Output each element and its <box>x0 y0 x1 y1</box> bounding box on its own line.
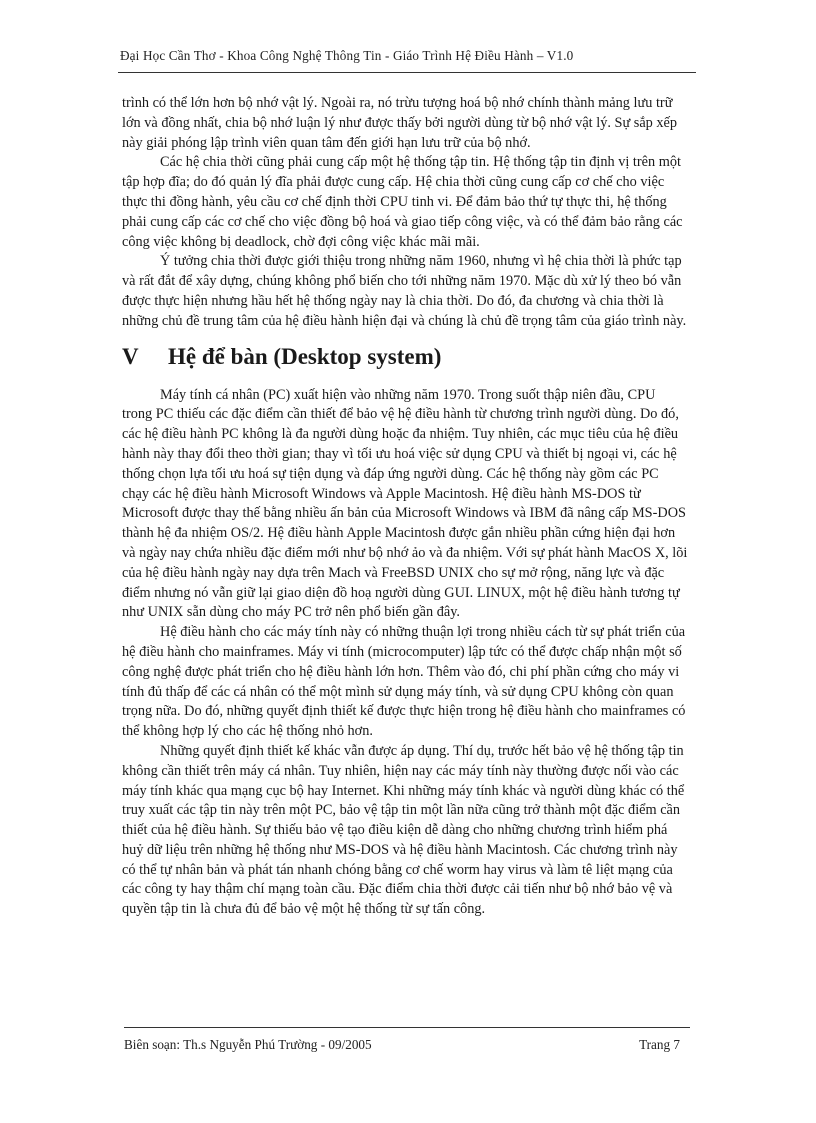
body-text <box>122 94 689 920</box>
paragraph-continuation: trình có thể lớn hơn bộ nhớ vật lý. Ngoài ra, nó trừu tượng hoá bộ nhớ chính thành mảng lưu trữ lớn và đồng nhất, chia bộ nhớ luận lý như được thấy bởi người dùng từ bộ nhớ vật lý. Sự sắp xếp này giải phóng lập trình viên quan tâm đến giới hạn lưu trữ của bộ nhớ. <box>122 95 678 151</box>
section-heading <box>122 342 689 372</box>
paragraph: Ý tưởng chia thời được giới thiệu trong những năm 1960, nhưng vì hệ chia thời là phức tạp và rất đắt để xây dựng, chúng không phổ biến cho tới những năm 1970. Mặc dù xử lý theo bó vẫn được thực hiện nhưng hầu hết hệ thống ngày nay là chia thời. Do đó, đa chương và chia thời là những chủ đề trung tâm của hệ điều hành hiện đại và chúng là chủ đề trọng tâm của giáo trình này. <box>122 253 687 329</box>
paragraph: Những quyết định thiết kế khác vẫn được áp dụng. Thí dụ, trước hết bảo vệ hệ thống tập tin không cần thiết trên máy cá nhân. Tuy nhiên, hiện nay các máy tính này thường được nối vào các máy tính khác qua mạng cục bộ hay Internet. Khi những máy tính khác và người dùng khác có thể truy xuất các tập tin này trên một PC, bảo vệ tập tin một lần nữa cũng trở thành một đặc điểm cần thiết của hệ điều hành. Sự thiếu bảo vệ tạo điều kiện dễ dàng cho những chương trình hiểm phá huỷ dữ liệu trên những hệ thống như MS-DOS và hệ điều hành Macintosh. Các chương trình này có thể tự nhân bản và phát tán nhanh chóng bằng cơ chế worm hay virus và làm tê liệt mạng của các công ty hay thậm chí mạng toàn cầu. Đặc điểm chia thời được cải tiến như bộ nhớ bảo vệ và quyền tập tin là chưa đủ để bảo vệ một hệ thống từ sự tấn công. <box>122 742 685 918</box>
paragraph: Máy tính cá nhân (PC) xuất hiện vào những năm 1970. Trong suốt thập niên đầu, CPU trong PC thiếu các đặc điểm cần thiết để bảo vệ hệ điều hành từ chương trình người dùng. Do đó, các hệ điều hành PC không là đa người dùng hoặc đa nhiệm. Tuy nhiên, các mục tiêu của hệ điều hành này thay đổi theo thời gian; thay vì tối ưu hoá việc sử dụng CPU và thiết bị ngoại vi, các hệ thống chọn lựa tối ưu hoá sự tiện dụng và đáp ứng người dùng. Các hệ thống này gồm các PC chạy các hệ điều hành Microsoft Windows và Apple Macintosh. Hệ điều hành MS-DOS từ Microsoft được thay thế bằng nhiều ấn bản của Microsoft Windows và IBM đã nâng cấp MS-DOS thành hệ đa nhiệm OS/2. Hệ điều hành Apple Macintosh được gắn nhiều phần cứng hiện đại hơn và ngày nay chứa nhiều đặc điểm mới như bộ nhớ ảo và đa nhiệm. Với sự phát hành MacOS X, lõi của hệ điều hành ngày nay dựa trên Mach và FreeBSD UNIX cho sự mở rộng, năng lực và đặc điểm nhưng nó vẫn giữ lại giao diện đồ hoạ người dùng GUI. LINUX, một hệ điều hành tương tự như UNIX sẵn dùng cho máy PC trở nên phổ biến gần đây. <box>122 386 688 621</box>
header-rule <box>118 72 696 73</box>
footer-rule <box>124 1027 690 1028</box>
footer-author: Biên soạn: Th.s Nguyễn Phú Trường - 09/2005 <box>124 1037 372 1052</box>
running-header: Đại Học Cần Thơ - Khoa Công Nghệ Thông Tin - Giáo Trình Hệ Điều Hành – V1.0 <box>120 48 574 63</box>
paragraph: Các hệ chia thời cũng phải cung cấp một hệ thống tập tin. Hệ thống tập tin định vị trên một tập hợp đĩa; do đó quản lý đĩa phải được cung cấp. Hệ chia thời cũng cung cấp cơ chế cho việc thực thi đồng hành, yêu cầu cơ chế định thời CPU tinh vi. Để đảm bảo thứ tự thực thi, hệ thống phải cung cấp các cơ chế cho việc đồng bộ hoá và giao tiếp công việc, và có thể đảm bảo rằng các công việc không bị deadlock, chờ đợi công việc khác mãi mãi. <box>122 154 683 250</box>
paragraph: Hệ điều hành cho các máy tính này có những thuận lợi trong nhiều cách từ sự phát triển của hệ điều hành cho mainframes. Máy vi tính (microcomputer) lập tức có thể được chấp nhận một số công nghệ được phát triển cho hệ điều hành lớn hơn. Thêm vào đó, chi phí phần cứng cho máy vi tính đủ thấp để các cá nhân có thể một mình sử dụng máy tính, và sử dụng CPU không còn quan trọng nữa. Do đó, những quyết định thiết kế được thực hiện trong hệ điều hành cho mainframes có thể không hợp lý cho các hệ thống nhỏ hơn. <box>122 624 686 740</box>
section-number: V <box>122 343 139 369</box>
page-number: Trang 7 <box>639 1037 680 1052</box>
section-title: Hệ để bàn (Desktop system) <box>168 343 442 369</box>
page-footer <box>124 1037 690 1053</box>
